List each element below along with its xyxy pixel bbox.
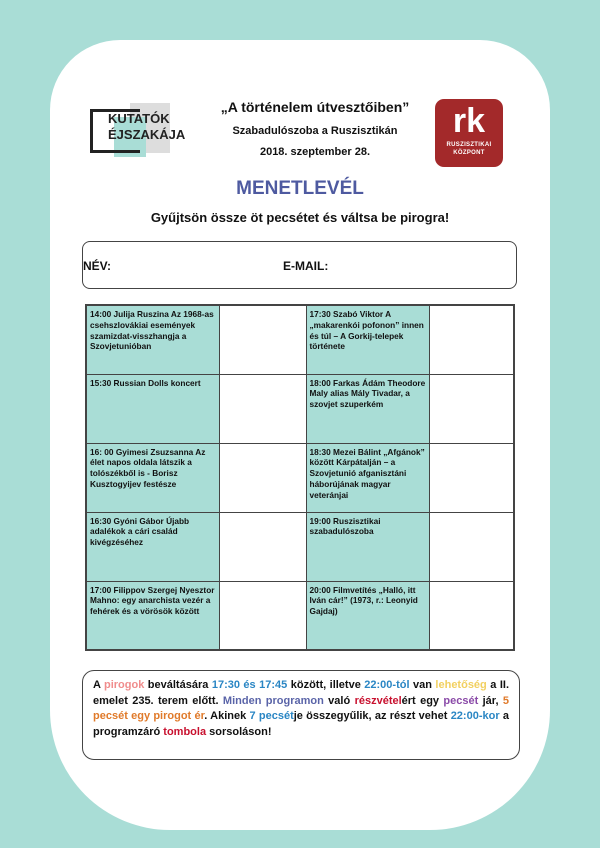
- stamp-cell[interactable]: [429, 374, 514, 443]
- event-cell: 16:30 Gyóni Gábor Újabb adalékok a cári család kivégzéséhez: [86, 512, 219, 581]
- note-segment: között, illetve: [287, 679, 365, 691]
- note-segment: . Akinek: [204, 710, 250, 722]
- instruction: Gyűjtsön össze öt pecsétet és váltsa be pirogra!: [150, 210, 450, 225]
- stamp-cell[interactable]: [219, 581, 306, 650]
- table-row: [86, 581, 514, 650]
- note-segment: pecsét: [443, 694, 479, 707]
- note-segment: pirogok: [104, 679, 145, 691]
- ruszisztikai-kozpont-logo: rk RUSZISZTIKAI KÖZPONT: [435, 99, 503, 167]
- schedule-table: [85, 304, 515, 651]
- table-row: [86, 512, 514, 581]
- table-row: [86, 374, 514, 443]
- note-segment: a II. emelet 235. terem előtt.: [93, 679, 509, 707]
- note-segment: lehetőség: [435, 679, 487, 691]
- note-segment: való: [323, 694, 355, 707]
- stamp-cell[interactable]: [219, 443, 306, 512]
- event-cell: 18:00 Farkas Ádám Theodore Maly alias Mály Tivadar, a szovjet szuperkém: [306, 374, 429, 443]
- note-segment: 7 pecsét: [249, 710, 294, 722]
- note-segment: beváltására: [144, 679, 212, 691]
- stamp-cell[interactable]: [429, 305, 514, 374]
- name-email-box[interactable]: [82, 241, 517, 289]
- email-label: E-MAIL:: [283, 259, 329, 273]
- stamp-cell[interactable]: [219, 374, 306, 443]
- event-cell: 17:30 Szabó Viktor A „makarenkói pofonon” innen és túl – A Gorkij-telepek története: [306, 305, 429, 374]
- name-label: NÉV:: [83, 259, 112, 273]
- note-segment: van: [409, 679, 436, 691]
- event-cell: 19:00 Ruszisztikai szabadulószoba: [306, 512, 429, 581]
- note-segment: ért egy: [401, 694, 444, 707]
- event-cell: 17:00 Filippov Szergej Nyesztor Mahno: egy anarchista vezér a fehérek és a vörösök között: [86, 581, 219, 650]
- note-segment: tombola: [163, 725, 207, 738]
- info-note: [82, 670, 520, 760]
- stamp-cell[interactable]: [219, 512, 306, 581]
- table-row: [86, 305, 514, 374]
- note-segment: 22:00-kor: [450, 710, 500, 722]
- note-segment: je összegyűlik, az részt vehet: [293, 710, 451, 722]
- stamp-cell[interactable]: [429, 512, 514, 581]
- event-cell: 18:30 Mezei Bálint „Afgánok” között Kárpátalján – a Szovjetunió afganisztáni háborújának magyar veteránjai: [306, 443, 429, 512]
- note-segment: jár,: [478, 694, 503, 707]
- event-cell: 14:00 Julija Ruszina Az 1968-as csehszlovákiai események szamizdat-visszhangja a Szovjetunióban: [86, 305, 219, 374]
- event-cell: 15:30 Russian Dolls koncert: [86, 374, 219, 443]
- logo-left-text: KUTATÓK ÉJSZAKÁJA: [108, 111, 186, 142]
- event-cell: 16: 00 Gyimesi Zsuzsanna Az élet napos oldala látszik a tolószékből is - Borisz Kusztogyijev festésze: [86, 443, 219, 512]
- note-segment: A: [93, 679, 104, 691]
- event-date: 2018. szeptember 28.: [259, 146, 371, 158]
- note-segment: részvétel: [354, 694, 402, 707]
- event-title: „A történelem útvesztőiben”: [220, 99, 410, 115]
- stamp-cell[interactable]: [219, 305, 306, 374]
- note-segment: sorsoláson!: [206, 725, 272, 738]
- note-segment: 5 pecsét egy pirogot ér: [93, 694, 509, 722]
- event-subtitle: Szabadulószoba a Ruszisztikán: [232, 125, 398, 137]
- note-segment: Minden programon: [222, 694, 324, 707]
- stamp-cell[interactable]: [429, 443, 514, 512]
- table-row: [86, 443, 514, 512]
- kutatok-ejszakaja-logo: [90, 103, 195, 158]
- note-segment: 17:30 és 17:45: [211, 679, 288, 691]
- event-cell: 20:00 Filmvetítés „Halló, itt Iván cár!” (1973, r.: Leonyid Gajdaj): [306, 581, 429, 650]
- page-title: MENETLEVÉL: [236, 178, 364, 199]
- note-segment: a programzáró: [93, 710, 509, 738]
- stamp-cell[interactable]: [429, 581, 514, 650]
- note-segment: 22:00-tól: [364, 679, 410, 691]
